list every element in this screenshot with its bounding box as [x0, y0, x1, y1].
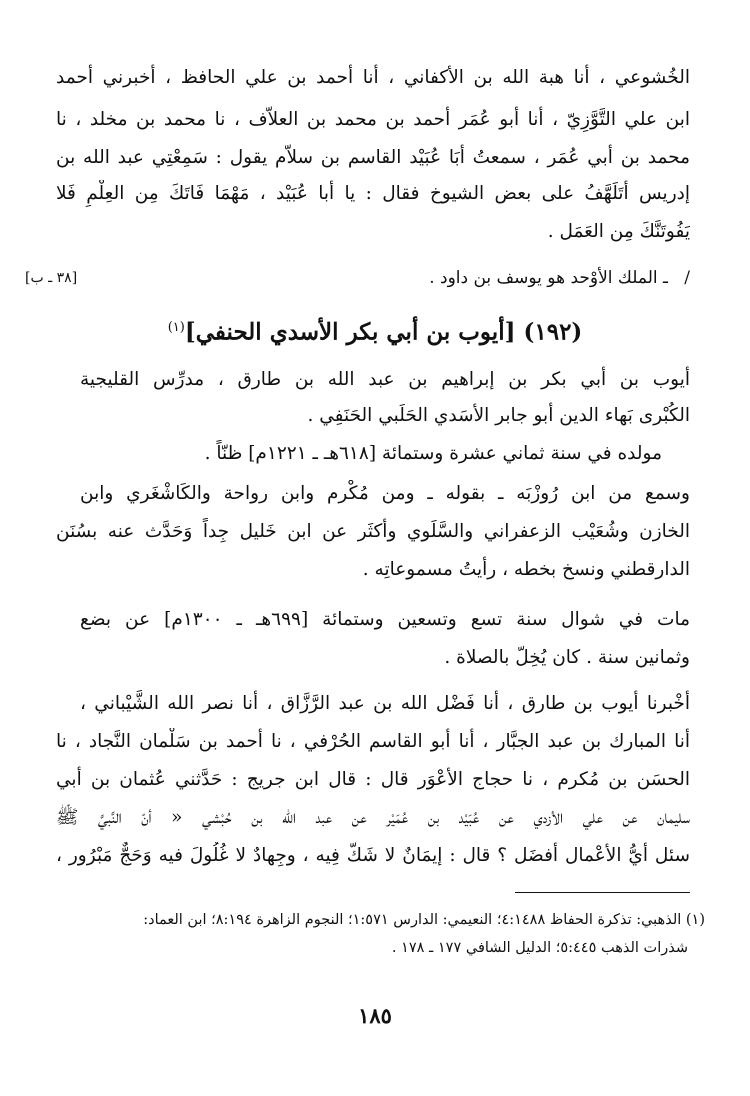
text-line: يَفُوتَنَّكَ مِن العَمَل . — [547, 221, 690, 242]
text-line: ابن علي التَّوَّزِيّ ، أنا أبو عُمَر أحمد بن محمد بن العلاَّف ، نا محمد بن مخلد ، نا — [56, 109, 690, 130]
text-line: محمد بن أبي عُمَر ، سمعتُ أبَا عُبَيْد القاسم بن سلاَّم يقول : سَمِعْتِي عبد الله بن — [56, 147, 690, 168]
text-line: أخْبرنا أيوب بن طارق ، أنا فَضْل الله بن عبد الرَّزَّاق ، أنا نصر الله الشَّيْباني ، — [80, 693, 690, 714]
text-line: الكُبْرى بَهاء الدين أبو جابر الأسَدي الحَلَبي الحَنَفِي . — [307, 405, 690, 426]
text-line: الدارقطني ونسخ بخطه ، رأيتُ مسموعاتِه . — [362, 559, 690, 580]
margin-note — [25, 264, 690, 292]
entry-heading-text: (١٩٢) [أيوب بن أبي بكر الأسدي الحنفي] — [184, 318, 583, 346]
manuscript-folio-reference: [٣٨ ـ ب] — [25, 270, 78, 286]
text-line: أنا المبارك بن عبد الجبَّار ، أنا أبو القاسم الحُرْفي ، نا أحمد بن سَلْمان النَّجاد ، نا — [56, 731, 690, 752]
text-line: سئل أيُّ الأعْمال أفضَل ؟ قال : إيمَانٌ لا شَكَّ فِيه ، وجِهادٌ لا غُلُولَ فيه وَحَجٌّ مَبْرُور ، — [56, 845, 690, 866]
text-line: الحسَن بن مُكرم ، نا حجاج الأعْوَر قال : قال ابن جريج : حَدَّثني عُثمان بن أبي — [56, 769, 690, 790]
footnote-line: (١) الذهبي: تذكرة الحفاظ ٤:١٤٨٨؛ النعيمي: الدارس ١:٥٧١؛ النجوم الزاهرة ٨:١٩٤؛ ابن العماد: — [143, 912, 705, 928]
entry-heading — [0, 310, 750, 351]
text-line: مولده في سنة ثماني عشرة وستمائة [٦١٨هـ ـ ١٢٢١م] ظنّاً . — [204, 443, 662, 464]
text-line: سليمان عن علي الأزدي عن عُبَيْد بن عُمَيْر عن عبد الله بن حُبْشي « أنّ النَّبيَّ ﷺ — [56, 807, 690, 828]
footnote-divider — [515, 892, 690, 893]
page-number: ١٨٥ — [358, 1003, 392, 1028]
text-line: وثمانين سنة . كان يُخِلّ بالصلاة . — [444, 647, 690, 668]
margin-note-text: ـ الملك الأوْحد هو يوسف بن داود . — [429, 268, 668, 288]
text-line: مات في شوال سنة تسع وتسعين وستمائة [٦٩٩هـ ـ ١٣٠٠م] عن بضع — [80, 609, 690, 630]
heading-footnote-marker: (١) — [167, 320, 185, 335]
text-line: إدريس أتَلَهَّفُ على بعض الشيوخ فقال : يا أبا عُبَيْد ، مَهْمَا فَاتَكَ مِن العِلْمِ فَلا — [56, 183, 690, 204]
margin-note-separator: / — [684, 268, 690, 288]
footnote-line: شذرات الذهب ٥:٤٤٥؛ الدليل الشافي ١٧٧ ـ ١٧٨ . — [391, 940, 688, 956]
text-line: وسمع من ابن رُوزْبَه ـ بقوله ـ ومن مُكْرم وابن رواحة والكَاشْغَري وابن — [80, 483, 690, 504]
text-line: الخازن وشُعَيْب الزعفراني والسَّلَوي وأكثَر عن ابن خَليل جِداً وَحَدَّث عنه بسُنَن — [56, 521, 690, 542]
text-line: أيوب بن أبي بكر بن إبراهيم بن عبد الله بن طارق ، مدرِّس القليجية — [80, 369, 690, 390]
text-line: الخُشوعي ، أنا هبة الله بن الأكفاني ، أنا أحمد بن علي الحافظ ، أخبرني أحمد — [56, 67, 690, 88]
